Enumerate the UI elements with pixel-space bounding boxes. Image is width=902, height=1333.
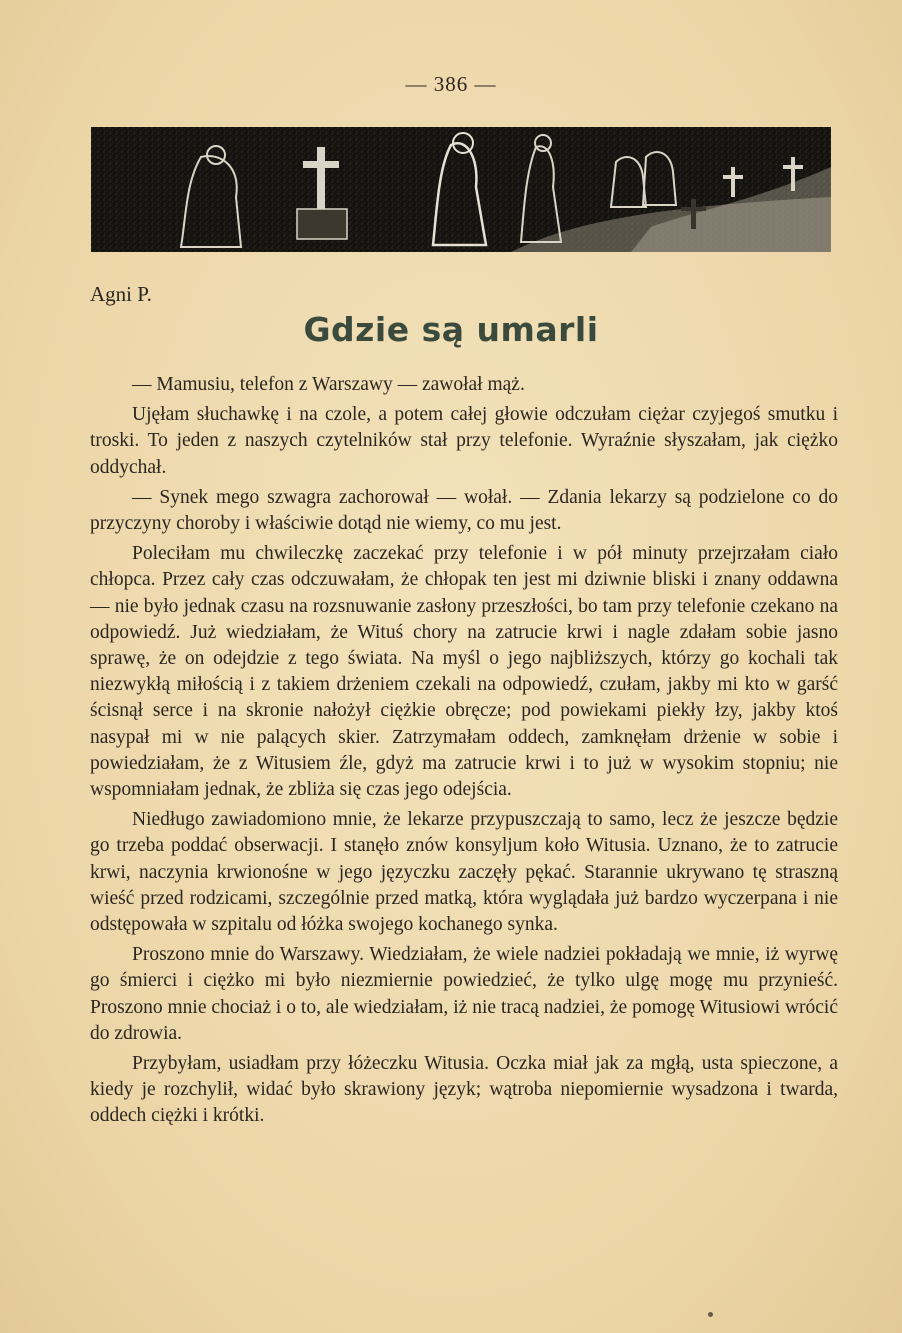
illustration-svg	[91, 127, 831, 252]
page-number: — 386 —	[405, 72, 497, 96]
paragraph: — Mamusiu, telefon z Warszawy — zawołał mąż.	[132, 374, 525, 395]
paragraph: — Synek mego szwagra zachorował — wołał. — Zdania lekarzy są podzielone co do przyczyny choroby i właściwie dotąd nie wiemy, co mu jest.	[90, 486, 838, 535]
paragraph: Ujęłam słuchawkę i na czole, a potem całej głowie odczułam ciężar czyjegoś smutku i troski. To jeden z naszych czytelników stał przy telefonie. Wyraźnie słyszałam, jak ciężko oddychał.	[90, 404, 838, 478]
paragraph: Niedługo zawiadomiono mnie, że lekarze przypuszczają to samo, lecz że jeszcze będzie go trzeba poddać obserwacji. I stanęło znów konsyljum koło Witusia. Uznano, że to zatrucie krwi, naczynia krwionośne w jego języczku zaczęły pękać. Starannie ukrywano tę straszną wieść przed rodzicami, szczególnie przed matką, która wyglądała już bardzo wyczerpana i nie odstępowała w szpitalu od łóżka swojego kochanego synka.	[90, 809, 838, 936]
article-body	[90, 372, 838, 1130]
paragraph: Przybyłam, usiadłam przy łóżeczku Witusia. Oczka miał jak za mgłą, usta spieczone, a kiedy je rozchylił, widać było skrawiony język; wątroba niepomiernie wysadzona i twarda, oddech ciężki i krótki.	[90, 1053, 838, 1127]
paper-speck	[708, 1312, 713, 1317]
paragraph: Poleciłam mu chwileczkę zaczekać przy telefonie i w pół minuty przejrzałam ciało chłopca. Przez cały czas odczuwałam, że chłopak ten jest mi dziwnie bliski i znany oddawna — nie było jednak czasu na rozsnuwanie zasłony przeszłości, bo tam przy telefonie czekano na odpowiedź. Już wiedziałam, że Wituś chory na zatrucie krwi i nagle zdałam sobie jasno sprawę, że on odejdzie z tego świata. Na myśl o jego najbliższych, którzy go kochali tak niezwykłą miłością i z takiem drżeniem czekali na odpowiedź, czułam, jakby mi kto w garść ścisnął serce i na skronie nałożył ciężkie obręcze; pod powiekami piekły łzy, jakby ktoś nasypał mi w nie palących skier. Zatrzymałam oddech, zamknęłam drżenie w sobie i powiedziałam, że z Witusiem źle, gdyż ma zatrucie krwi i to już w wysokim stopniu; nie wspomniałam jednak, że zbliża się czas jego odejścia.	[90, 543, 838, 801]
cemetery-scene-illustration	[91, 127, 831, 252]
paragraph: Proszono mnie do Warszawy. Wiedziałam, że wiele nadziei pokładają we mnie, iż wyrwę go śmierci i ciężko mi było niezmiernie powiedzieć, że tylko ulgę mogę mu przynieść. Proszono mnie chociaż i o to, ale wiedziałam, iż nie tracą nadziei, że pomogę Witusiowi wrócić do zdrowia.	[90, 944, 838, 1044]
article-author: Agni P.	[90, 282, 152, 306]
article-title: Gdzie są umarli	[303, 310, 599, 349]
